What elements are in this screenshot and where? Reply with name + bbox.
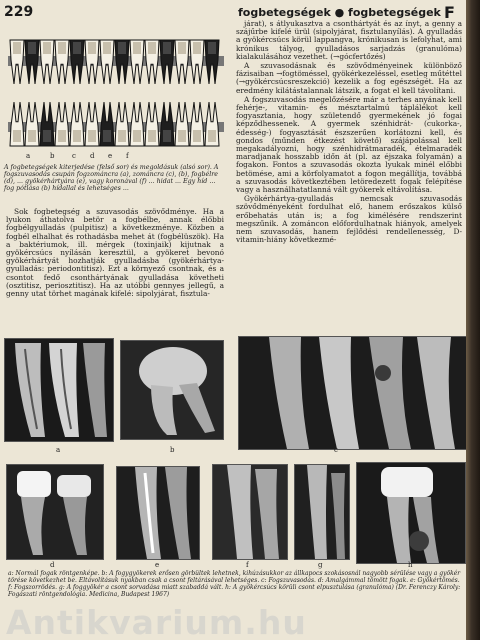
xray-image-f	[212, 464, 288, 560]
tooth-pulp	[43, 130, 51, 142]
tooth-pulp	[193, 42, 201, 54]
tooth-pulp	[178, 130, 186, 142]
xray-image-g	[294, 464, 350, 560]
xray-image-b	[120, 340, 224, 440]
paragraph: A szuvasodásnak és szövődményeinek különböző fázisaiban →fogtöméssel, gyökérkezeléssel, esetleg műtéttel (→gyökércsúcsreszekció) kezelik a fog egészségét. Ha az eredmény kilátástalannak látszik, a fogat el kell távolítani.	[236, 61, 462, 95]
figure1-label: f	[126, 152, 129, 160]
figure1-caption: A fogbetegségek kiterjedése (felső sor) és megoldásuk (alsó sor). A fogszuvasodás csupán fogzománcra (a), zománcra (c), (b), fogbélre (d), ... gyökérhártyára (e), vagy koronával (f) ... hidat ... Egy híd ... fog pótlása (b) hídallal és lehetséges ...	[4, 164, 219, 193]
tooth-pulp	[73, 130, 81, 142]
running-head: fogbetegségek ● fogbetegségek	[238, 6, 441, 19]
xray-label: f	[246, 561, 249, 569]
tooth-pulp	[13, 42, 21, 54]
figure1-label: d	[90, 152, 95, 160]
xray-image-h	[356, 462, 466, 564]
tooth-pulp	[28, 42, 36, 54]
figure1-label: e	[108, 152, 113, 160]
tooth-pulp	[28, 130, 36, 142]
tooth-pulp	[133, 42, 141, 54]
figure1-label: b	[50, 152, 55, 160]
tooth-pulp	[163, 42, 171, 54]
xray-label: b	[170, 446, 175, 454]
page-number: 229	[4, 4, 34, 20]
xray-image-d	[6, 464, 104, 560]
tooth-pulp	[73, 42, 81, 54]
xray-label: d	[50, 561, 55, 569]
tooth-pulp	[13, 130, 21, 142]
xray-image-c	[238, 336, 466, 450]
xray-label: g	[318, 561, 323, 569]
tooth-pulp	[163, 130, 171, 142]
tooth-pulp	[118, 42, 126, 54]
xray-label: a	[56, 446, 61, 454]
tooth-pulp	[58, 42, 66, 54]
tooth-pulp	[178, 42, 186, 54]
left-column	[6, 208, 224, 299]
tooth-pulp	[43, 42, 51, 54]
tooth-pulp	[193, 130, 201, 142]
tooth-pulp	[208, 42, 216, 54]
xray-image-a	[4, 338, 114, 442]
tooth-pulp	[148, 42, 156, 54]
xray-image-e	[116, 466, 200, 560]
paragraph: Gyökérhártya-gyulladás nemcsak szuvasodás szövődményeként fordulhat elő, hanem erőszakos külső erőbehatás után is; a fog kimélésére rendszerint megszűnik. A zománcon előfordulhatnak hiányok, amelyek nem szuvasodás, hanem fejlődési rendellenesség, D-vitamin-hiány következmé-	[236, 194, 462, 245]
tooth-pulp	[103, 130, 111, 142]
paragraph: Sok fogbetegség a szuvasodás szövődménye. Ha a lyukon áthatolva betör a fogbélbe, annak élőbbi fogbélgyulladás (pulpitisz) a következménye. Közben a fogbél elhalhat és rothadásba mehet át (fogbélüszök). Ha a baktériumok, ill. mérgek (toxinjaik) kijutnak a gyökércsúcs nyílásán keresztül, a gyökeret bevonó gyökérhártyát hozhatják gyulladásba (gyökérhártya-gyulladás: periodontitisz). Ezt a környező csontnak, és a csontot fedő csonthártyának gyulladása követheti (osztitisz, periosztitisz). Ha az utóbbi gennyes jellegű, a genny utat törhet magának kifelé: sipolyjárat, fisztula-	[6, 207, 224, 299]
paragraph: A fogszuvasodás megelőzésére már a terhes anyának kell fehérje-, vitamin- és mésztartalmú táplálékot kell fogyasztania, hogy születendő gyermekének jó fogai képződhessenek. A gyermek szénhidrát- (cukorka-, édesség-) fogyasztását észszerűen korlátozni kell, és gondos (műnden étkezést követő) szájápolással kell megakadályozni, hogy szénhidrátmaradék, ételmaradék maradjanak hosszabb időn át (pl. az éjszaka folyamán) a fogakon. Fontos a szuvasodás okozta lyukak minél előbbi betömése, ami a körfolyamatot a fogon megállítja, továbbá a szuvasodás következtében letöredezett fogak felépítése vagy a használhatatlanná vált gyökerek eltávolítása.	[236, 94, 462, 195]
tooth-pulp	[133, 130, 141, 142]
watermark: Antikvarium.hu	[6, 603, 307, 640]
figure1-label: a	[26, 152, 31, 160]
figure1-label: c	[72, 152, 76, 160]
xray-label: h	[408, 561, 413, 569]
tooth-pulp	[148, 130, 156, 142]
tooth-pulp	[118, 130, 126, 142]
paragraph: járat), s átlyukasztva a csonthártyát és az ínyt, a genny a szájűrbe kifelé ürül (sipolyjárat, fisztulanyílás). A gyulladás a gyökércsúcs körül lappangva, krónikusan is lefolyhat, ami krónikus tályog, gyulladásos sarjadzás (granulóma) kialakulásához vezethet. (→gócfertőzés)	[236, 19, 462, 61]
book-spine-edge	[466, 0, 480, 640]
tooth-pulp	[88, 130, 96, 142]
tooth-pulp	[88, 42, 96, 54]
xray-label: c	[334, 446, 338, 454]
tooth-pulp	[208, 130, 216, 142]
tooth-pulp	[58, 130, 66, 142]
figure2-caption: a: Normál fogak röntgenképe. b: A fogygyökerek erősen görbültek lehetnek, kihúzásukkor az állkapocs szokásosnál nagyobb sérülése vagy a gyökér törése következhet be. Eltávolításuk nyakban csak a csont feltárásával lehetséges. c: Fogszuvasodás. d: Amalgámmal tömött fogak. e: Gyökértömés. f: Fogszorrödés. g: A foggyökér a csont sorvadása miatt szabaddá vált. h: A gyökércsúcs körüli csont elpusztulása (granulóma) (Dr. Ferenczy Károly: Fogászati röntgendológia. Medicina, Budapest 1967)	[8, 570, 461, 598]
xray-label: e	[155, 561, 160, 569]
right-column	[236, 20, 462, 245]
tooth-pulp	[103, 42, 111, 54]
tooth-diagram	[8, 38, 224, 150]
section-letter: F	[444, 3, 455, 22]
